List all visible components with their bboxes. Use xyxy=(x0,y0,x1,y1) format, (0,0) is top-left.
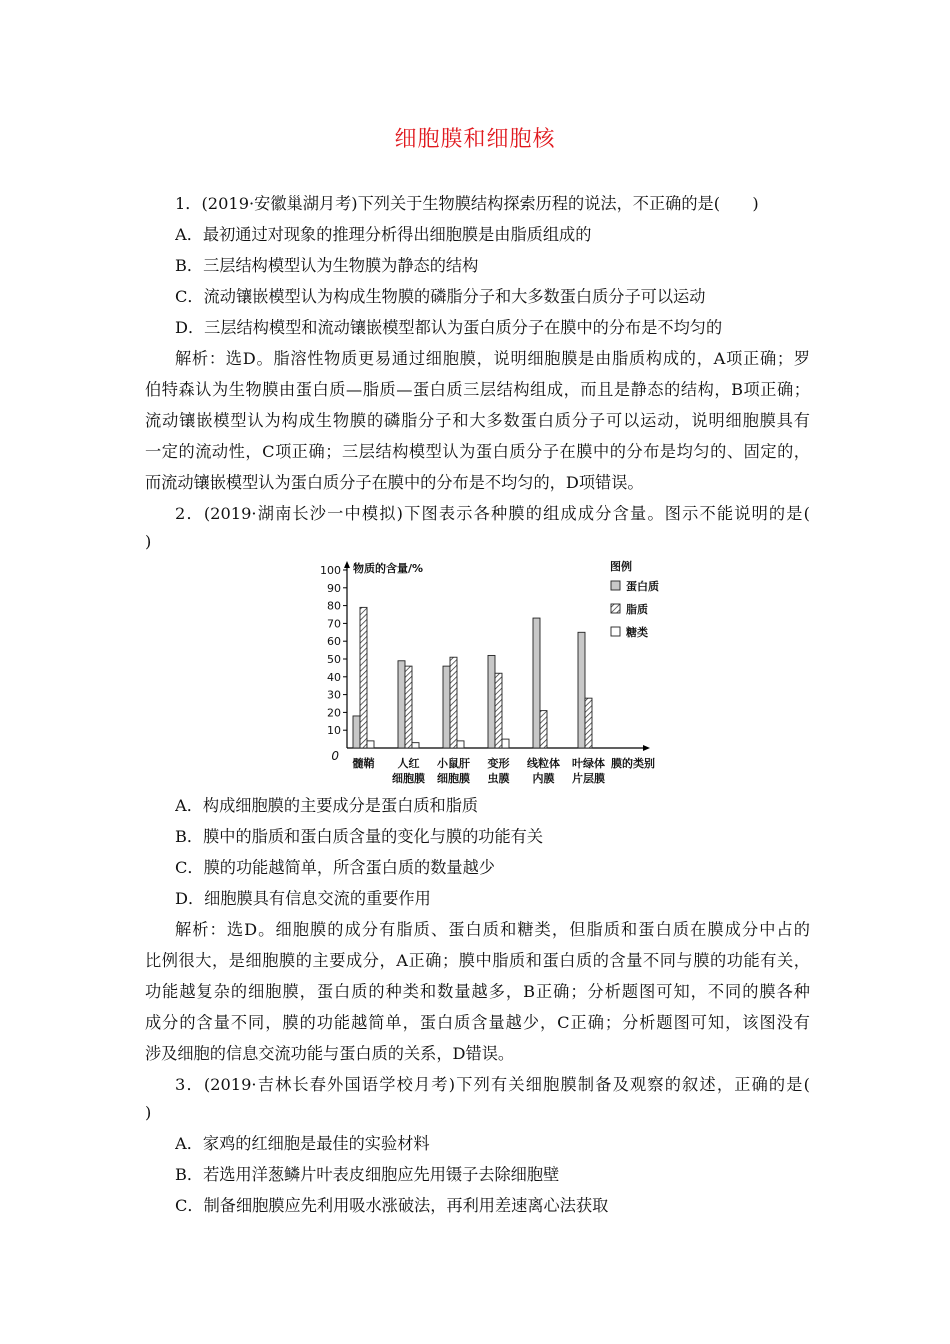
bar-糖类 xyxy=(502,739,509,748)
q2-option-c: C．膜的功能越简单，所含蛋白质的数量越少 xyxy=(175,858,495,877)
x-axis-label: 膜的类别 xyxy=(611,757,655,770)
q2-analysis-line: 涉及细胞的信息交流功能与蛋白质的关系，D错误。 xyxy=(145,1044,515,1063)
y-tick-label: 30 xyxy=(327,688,341,702)
q2-analysis-line: 比例很大，是细胞膜的主要成分，A正确；膜中脂质和蛋白质的含量不同与膜的功能有关， xyxy=(145,951,810,970)
bar-蛋白质 xyxy=(398,661,405,748)
q1-option-b: B．三层结构模型认为生物膜为静态的结构 xyxy=(175,256,479,275)
q1-analysis-line: 流动镶嵌模型认为构成生物膜的磷脂分子和大多数蛋白质分子可以运动，说明细胞膜具有 xyxy=(145,411,810,430)
y-axis-label: 物质的含量/% xyxy=(353,562,424,575)
y-tick-label: 40 xyxy=(327,670,341,684)
page-title: 细胞膜和细胞核 xyxy=(394,127,556,152)
bar-糖类 xyxy=(367,741,374,748)
legend-swatch xyxy=(611,627,620,636)
membrane-composition-chart xyxy=(300,550,680,795)
x-tick-label: 变形 xyxy=(487,757,510,770)
bar-脂质 xyxy=(495,673,502,748)
bar-糖类 xyxy=(457,741,464,748)
q2-option-a: A．构成细胞膜的主要成分是蛋白质和脂质 xyxy=(175,796,479,815)
q2-option-d: D．细胞膜具有信息交流的重要作用 xyxy=(175,889,431,908)
q2-stem: 2．(2019·湖南长沙一中模拟)下图表示各种膜的组成成分含量。图示不能说明的是( xyxy=(175,504,810,523)
legend-entry: 蛋白质 xyxy=(626,580,659,593)
q2-stem-end: ) xyxy=(145,532,152,551)
q1-analysis-line: 伯特森认为生物膜由蛋白质—脂质—蛋白质三层结构组成，而且是静态的结构，B项正确； xyxy=(145,380,810,399)
q3-option-b: B．若选用洋葱鳞片叶表皮细胞应先用镊子去除细胞壁 xyxy=(175,1165,560,1184)
x-tick-label: 小鼠肝 xyxy=(437,757,470,770)
y-tick-label: 80 xyxy=(327,599,341,613)
y-tick-label: 10 xyxy=(327,724,341,738)
bar-蛋白质 xyxy=(488,655,495,748)
bar-蛋白质 xyxy=(578,632,585,748)
legend-entry: 脂质 xyxy=(626,603,648,616)
q2-option-b: B．膜中的脂质和蛋白质含量的变化与膜的功能有关 xyxy=(175,827,544,846)
q1-analysis-line: 而流动镶嵌模型认为蛋白质分子在膜中的分布是不均匀的，D项错误。 xyxy=(145,473,644,492)
legend-swatch xyxy=(611,581,620,590)
q1-option-c: C．流动镶嵌模型认为构成生物膜的磷脂分子和大多数蛋白质分子可以运动 xyxy=(175,287,706,306)
q3-option-c: C．制备细胞膜应先利用吸水涨破法，再利用差速离心法获取 xyxy=(175,1196,609,1215)
q1-option-d: D．三层结构模型和流动镶嵌模型都认为蛋白质分子在膜中的分布是不均匀的 xyxy=(175,318,723,337)
x-tick-label: 内膜 xyxy=(532,772,555,785)
q3-stem: 3．(2019·吉林长春外国语学校月考)下列有关细胞膜制备及观察的叙述，正确的是( xyxy=(175,1075,810,1094)
x-tick-label: 髓鞘 xyxy=(352,757,375,770)
q1-analysis-line: 一定的流动性，C项正确；三层结构模型认为蛋白质分子在膜中的分布是均匀的、固定的， xyxy=(145,442,810,461)
q1-stem: 1．(2019·安徽巢湖月考)下列关于生物膜结构探索历程的说法，不正确的是( ) xyxy=(175,194,759,213)
legend-title: 图例 xyxy=(610,560,632,573)
x-tick-label: 人红 xyxy=(397,757,420,770)
y-tick-label: 100 xyxy=(320,564,341,577)
x-tick-label: 细胞膜 xyxy=(392,772,425,785)
legend-swatch xyxy=(611,604,620,613)
q2-analysis-line: 功能越复杂的细胞膜，蛋白质的种类和数量越多，B正确；分析题图可知，不同的膜各种 xyxy=(145,982,810,1001)
bar-脂质 xyxy=(405,666,412,748)
y-axis-arrow xyxy=(344,561,350,568)
bar-脂质 xyxy=(540,711,547,748)
bar-脂质 xyxy=(450,657,457,748)
bar-蛋白质 xyxy=(443,666,450,748)
x-tick-label: 虫膜 xyxy=(487,772,510,785)
y-tick-label: 0 xyxy=(331,749,339,763)
y-tick-label: 20 xyxy=(327,706,341,720)
x-tick-label: 细胞膜 xyxy=(437,772,470,785)
q1-analysis-line: 解析：选D。脂溶性物质更易通过细胞膜，说明细胞膜是由脂质构成的，A项正确；罗 xyxy=(175,349,810,368)
y-tick-label: 70 xyxy=(327,617,341,631)
bar-脂质 xyxy=(585,698,592,748)
q3-stem-end: ) xyxy=(145,1103,152,1122)
y-tick-label: 90 xyxy=(327,581,341,595)
x-tick-label: 叶绿体 xyxy=(572,757,605,770)
x-axis-arrow xyxy=(643,745,650,751)
y-tick-label: 60 xyxy=(327,635,341,649)
bar-蛋白质 xyxy=(533,618,540,748)
bar-蛋白质 xyxy=(353,716,360,748)
q2-analysis-line: 成分的含量不同，膜的功能越简单，蛋白质含量越少，C正确；分析题图可知，该图没有 xyxy=(145,1013,810,1032)
q2-analysis-line: 解析：选D。细胞膜的成分有脂质、蛋白质和糖类，但脂质和蛋白质在膜成分中占的 xyxy=(175,920,810,939)
q1-option-a: A．最初通过对现象的推理分析得出细胞膜是由脂质组成的 xyxy=(175,225,592,244)
bar-脂质 xyxy=(360,607,367,748)
x-tick-label: 线粒体 xyxy=(527,757,560,770)
q3-option-a: A．家鸡的红细胞是最佳的实验材料 xyxy=(175,1134,430,1153)
legend-entry: 糖类 xyxy=(626,626,648,639)
y-tick-label: 50 xyxy=(327,653,341,666)
bar-糖类 xyxy=(412,743,419,748)
x-tick-label: 片层膜 xyxy=(572,772,605,785)
